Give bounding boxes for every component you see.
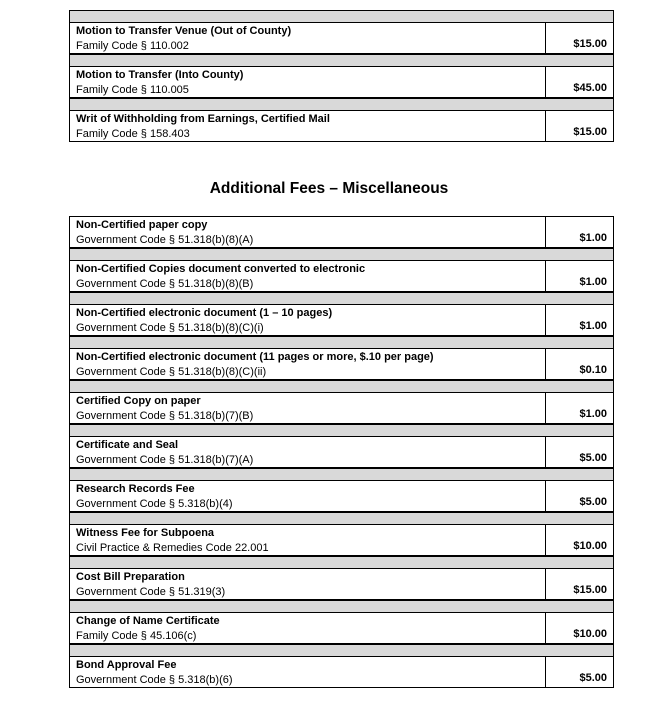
fee-table-misc <box>69 216 614 688</box>
table-row <box>70 437 613 468</box>
row-separator <box>70 248 613 261</box>
row-separator <box>70 98 613 111</box>
table-row <box>70 23 613 54</box>
fee-statute: Civil Practice & Remedies Code 22.001 <box>76 542 269 554</box>
row-separator <box>70 380 613 393</box>
fee-amount: $10.00 <box>573 628 607 640</box>
fee-description-cell <box>70 111 546 141</box>
fee-statute: Government Code § 51.318(b)(8)(C)(ii) <box>76 366 267 378</box>
fee-amount: $1.00 <box>579 320 607 332</box>
fee-amount: $5.00 <box>579 672 607 684</box>
fee-statute: Family Code § 110.002 <box>76 40 189 52</box>
fee-title: Motion to Transfer (Into County) <box>76 69 244 81</box>
fee-description-cell <box>70 525 546 555</box>
fee-statute: Government Code § 5.318(b)(6) <box>76 674 233 686</box>
fee-amount: $1.00 <box>579 276 607 288</box>
table-row <box>70 216 613 248</box>
fee-amount: $15.00 <box>573 126 607 138</box>
fee-description-cell <box>70 613 546 643</box>
fee-statute: Family Code § 45.106(c) <box>76 630 197 642</box>
fee-description-cell <box>70 569 546 599</box>
row-separator <box>70 512 613 525</box>
fee-title: Non-Certified Copies document converted to electronic <box>76 263 366 275</box>
section-heading: Additional Fees – Miscellaneous <box>209 180 449 197</box>
fee-amount: $10.00 <box>573 540 607 552</box>
fee-amount: $1.00 <box>579 232 607 244</box>
fee-title: Motion to Transfer Venue (Out of County) <box>76 25 292 37</box>
fee-title: Non-Certified electronic document (1 – 10 pages) <box>76 307 333 319</box>
table-row <box>70 569 613 600</box>
fee-title: Non-Certified electronic document (11 pages or more, $.10 per page) <box>76 351 434 363</box>
fee-amount: $15.00 <box>573 38 607 50</box>
table-row <box>70 305 613 336</box>
table-row <box>70 481 613 512</box>
fee-title: Non-Certified paper copy <box>76 219 208 231</box>
fee-description-cell <box>70 393 546 423</box>
fee-amount: $15.00 <box>573 584 607 596</box>
fee-title: Bond Approval Fee <box>76 659 177 671</box>
table-row <box>70 613 613 644</box>
fee-description-cell <box>70 261 546 291</box>
fee-title: Witness Fee for Subpoena <box>76 527 215 539</box>
fee-statute: Government Code § 51.318(b)(7)(B) <box>76 410 254 422</box>
fee-statute: Government Code § 51.318(b)(8)(C)(i) <box>76 322 264 334</box>
fee-amount: $45.00 <box>573 82 607 94</box>
fee-statute: Family Code § 110.005 <box>76 84 189 96</box>
fee-title: Cost Bill Preparation <box>76 571 185 583</box>
fee-title: Change of Name Certificate <box>76 615 220 627</box>
row-separator <box>70 336 613 349</box>
fee-description-cell <box>70 657 546 687</box>
fee-description-cell <box>70 23 546 53</box>
fee-title: Certificate and Seal <box>76 439 179 451</box>
fee-statute: Government Code § 51.319(3) <box>76 586 226 598</box>
fee-statute: Government Code § 51.318(b)(7)(A) <box>76 454 254 466</box>
fee-amount: $5.00 <box>579 452 607 464</box>
table-row <box>70 349 613 380</box>
fee-description-cell <box>70 349 546 379</box>
fee-description-cell <box>70 305 546 335</box>
table-row <box>70 261 613 292</box>
row-separator <box>70 644 613 657</box>
table-row <box>70 67 613 98</box>
row-separator <box>70 556 613 569</box>
fee-table-top <box>69 10 614 142</box>
fee-title: Writ of Withholding from Earnings, Certified Mail <box>76 113 330 125</box>
row-separator <box>70 10 613 23</box>
fee-statute: Family Code § 158.403 <box>76 128 190 140</box>
row-separator <box>70 54 613 67</box>
table-row <box>70 393 613 424</box>
fee-title: Research Records Fee <box>76 483 195 495</box>
fee-statute: Government Code § 51.318(b)(8)(A) <box>76 234 254 246</box>
fee-statute: Government Code § 5.318(b)(4) <box>76 498 233 510</box>
fee-description-cell <box>70 481 546 511</box>
fee-title: Certified Copy on paper <box>76 395 201 407</box>
row-separator <box>70 424 613 437</box>
fee-description-cell <box>70 437 546 467</box>
fee-amount: $0.10 <box>579 364 607 376</box>
row-separator <box>70 600 613 613</box>
fee-amount: $1.00 <box>579 408 607 420</box>
table-row <box>70 525 613 556</box>
table-row <box>70 111 613 142</box>
table-row <box>70 657 613 688</box>
fee-description-cell <box>70 217 546 247</box>
row-separator <box>70 292 613 305</box>
fee-amount: $5.00 <box>579 496 607 508</box>
fee-description-cell <box>70 67 546 97</box>
fee-statute: Government Code § 51.318(b)(8)(B) <box>76 278 254 290</box>
row-separator <box>70 468 613 481</box>
